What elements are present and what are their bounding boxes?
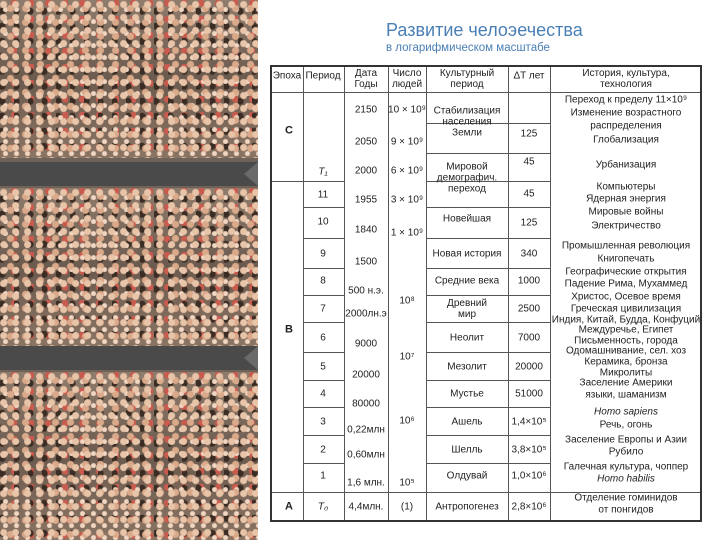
period-13: T₀: [317, 501, 329, 513]
delta-5: 340: [520, 248, 538, 260]
period-4: 9: [320, 248, 326, 260]
period-11: 2: [320, 444, 326, 456]
population-3: 6 × 10⁹: [390, 165, 424, 177]
cultural-ancient-world: Древний мир: [447, 298, 487, 320]
date-11: 80000: [352, 398, 380, 410]
header-number: Число людей: [391, 68, 423, 90]
crowd-photo-bottom: [0, 372, 258, 540]
row-divider: [426, 268, 550, 269]
history-item-27: Рубило: [608, 446, 644, 458]
delta-13: 1,0×10⁶: [511, 470, 547, 482]
row-divider: [303, 268, 344, 269]
crowd-photo-middle: [0, 188, 258, 346]
history-item-14: Христос, Осевое время: [571, 291, 681, 303]
delta-8: 7000: [517, 332, 541, 344]
history-item-4: Глобализация: [593, 134, 659, 146]
population-6: 10⁸: [399, 295, 415, 307]
history-item-9: Электричество: [591, 220, 661, 232]
column-divider: [388, 67, 389, 520]
period-12: 1: [320, 470, 326, 482]
date-10: 20000: [352, 369, 380, 381]
row-divider: [303, 238, 344, 239]
history-item-3: распределения: [590, 120, 662, 132]
history-item-23: языки, шаманизм: [585, 389, 667, 401]
period-6: 7: [320, 303, 326, 315]
header-delta: ΔT лет: [513, 70, 545, 82]
row-divider: [426, 322, 550, 323]
period-10: 3: [320, 416, 326, 428]
history-item-11: Книгопечать: [597, 253, 655, 265]
population-4: 3 × 10⁹: [390, 194, 424, 206]
epoch-b: B: [285, 323, 293, 336]
cultural-olduvai: Олдувай: [446, 470, 488, 482]
history-item-15: Греческая цивилизация: [570, 303, 682, 315]
header-epoch: Эпоха: [272, 70, 302, 82]
date-13: 0,60млн: [347, 449, 385, 461]
epoch-c: C: [285, 124, 293, 137]
arrow-left-icon: [244, 162, 258, 186]
date-14: 1,6 млн.: [347, 477, 385, 489]
cultural-acheulean: Ашель: [451, 416, 483, 428]
row-divider: [303, 295, 344, 296]
photo-divider-band: [0, 162, 258, 186]
period-3: 10: [317, 216, 329, 228]
history-item-19: Одомашнивание, сел. хоз: [565, 345, 687, 357]
row-divider: [426, 352, 550, 353]
history-item-26: Заселение Европы и Азии: [565, 434, 687, 446]
date-6: 1500: [354, 256, 378, 268]
date-8: 2000лн.э: [345, 308, 387, 320]
history-item-6: Компьютеры: [596, 181, 656, 193]
delta-7: 2500: [517, 303, 541, 315]
population-9: 10⁵: [399, 477, 415, 489]
delta-6: 1000: [517, 275, 541, 287]
row-divider: [303, 322, 344, 323]
row-divider: [426, 380, 550, 381]
row-divider: [303, 463, 344, 464]
population-2: 9 × 10⁹: [390, 136, 424, 148]
cultural-mesolithic: Мезолит: [447, 361, 487, 373]
history-item-18: Письменность, города: [574, 335, 678, 347]
history-item-2: Изменение возрастного: [570, 107, 682, 119]
history-item-21: Микролиты: [599, 367, 653, 379]
period-7: 6: [320, 332, 326, 344]
delta-14: 2,8×10⁶: [511, 501, 547, 513]
page-subtitle: в логарифмическом масштабе: [386, 42, 550, 54]
population-7: 10⁷: [399, 351, 415, 363]
row-divider: [303, 352, 344, 353]
date-12: 0,22млн: [347, 424, 385, 436]
delta-10: 51000: [515, 388, 543, 400]
row-divider: [426, 153, 550, 154]
history-item-1: Переход к пределу 11×10⁹: [564, 94, 688, 106]
row-divider: [303, 207, 344, 208]
header-period: Период: [305, 70, 341, 82]
cultural-newest: Новейшая: [442, 213, 492, 225]
delta-2: 45: [523, 156, 535, 168]
column-divider: [303, 67, 304, 520]
population-1: 10 × 10⁹: [388, 104, 426, 116]
crowd-photo-top: [0, 0, 258, 158]
header-cultural: Культурный период: [439, 68, 495, 90]
history-item-22: Заселение Америки: [579, 377, 673, 389]
header-divider: [272, 92, 700, 93]
date-1: 2150: [354, 104, 378, 116]
history-item-5: Урбанизация: [595, 159, 657, 171]
delta-11: 1,4×10⁵: [511, 416, 547, 428]
history-item-20: Керамика, бронза: [584, 356, 668, 368]
delta-1: 125: [520, 128, 538, 140]
row-divider: [303, 380, 344, 381]
cultural-demographic-transition: Мировой демографич. переход: [436, 161, 498, 195]
cultural-middle-ages: Средние века: [434, 275, 500, 287]
date-9: 9000: [354, 338, 378, 350]
history-item-30: Отделение гоминидов: [574, 492, 678, 504]
date-5: 1840: [354, 224, 378, 236]
delta-4: 125: [520, 217, 538, 229]
history-item-7: Ядерная энергия: [586, 193, 666, 205]
column-divider: [508, 67, 509, 520]
date-7: 500 н.э.: [348, 285, 384, 297]
delta-12: 3,8×10⁵: [511, 444, 547, 456]
date-15: 4,4млн.: [348, 501, 384, 513]
population-8: 10⁶: [399, 415, 415, 427]
date-3: 2000: [354, 165, 378, 177]
development-table: [270, 65, 702, 522]
history-item-12: Географические открытия: [565, 266, 687, 278]
cultural-neolithic: Неолит: [449, 332, 485, 344]
row-divider: [426, 295, 550, 296]
row-divider: [303, 407, 344, 408]
population-5: 1 × 10⁹: [390, 227, 424, 239]
history-item-17: Междуречье, Египет: [578, 324, 674, 336]
arrow-left-icon: [244, 346, 258, 370]
column-divider: [550, 67, 551, 520]
population-10: (1): [400, 501, 414, 513]
period-5: 8: [320, 275, 326, 287]
cultural-stabilization: Стабилизация населения Земли: [433, 105, 501, 139]
row-divider: [303, 181, 344, 182]
period-2: 11: [317, 189, 329, 201]
history-item-13: Падение Рима, Мухаммед: [564, 278, 688, 290]
epoch-a: A: [285, 500, 293, 513]
cultural-anthropogenesis: Антропогенез: [435, 501, 499, 513]
row-divider: [426, 238, 550, 239]
row-divider: [426, 207, 550, 208]
period-1: T₁: [318, 166, 328, 178]
photo-divider-band: [0, 346, 258, 370]
history-item-16: Индия, Китай, Будда, Конфуций: [551, 314, 701, 326]
history-item-25: Речь, огонь: [599, 419, 653, 431]
history-item-24: Homo sapiens: [594, 406, 658, 418]
cultural-mousterian: Мустье: [450, 388, 484, 400]
history-item-8: Мировые войны: [588, 206, 664, 218]
date-2: 2050: [354, 136, 378, 148]
row-divider: [426, 463, 550, 464]
date-4: 1955: [354, 194, 378, 206]
history-item-31: от понгидов: [598, 504, 654, 516]
row-divider: [426, 492, 550, 493]
page-title: Развитие челоэечества: [386, 20, 583, 40]
row-divider: [426, 435, 550, 436]
row-divider: [303, 435, 344, 436]
epoch-divider: [272, 181, 304, 182]
row-divider: [426, 407, 550, 408]
crowd-photo: [0, 0, 258, 540]
header-history: История, культура, технология: [582, 68, 670, 90]
delta-3: 45: [523, 188, 535, 200]
delta-9: 20000: [515, 361, 543, 373]
column-divider: [426, 67, 427, 520]
period-9: 4: [320, 388, 326, 400]
cultural-chellean: Шелль: [451, 444, 483, 456]
column-divider: [344, 67, 345, 520]
cultural-new-history: Новая история: [432, 248, 502, 260]
history-item-10: Промышленная революция: [561, 240, 691, 252]
history-item-28: Галечная культура, чоппер: [563, 461, 689, 473]
history-item-29: Homo habilis: [597, 473, 655, 485]
header-date: Дата Годы: [354, 68, 378, 90]
period-8: 5: [320, 361, 326, 373]
